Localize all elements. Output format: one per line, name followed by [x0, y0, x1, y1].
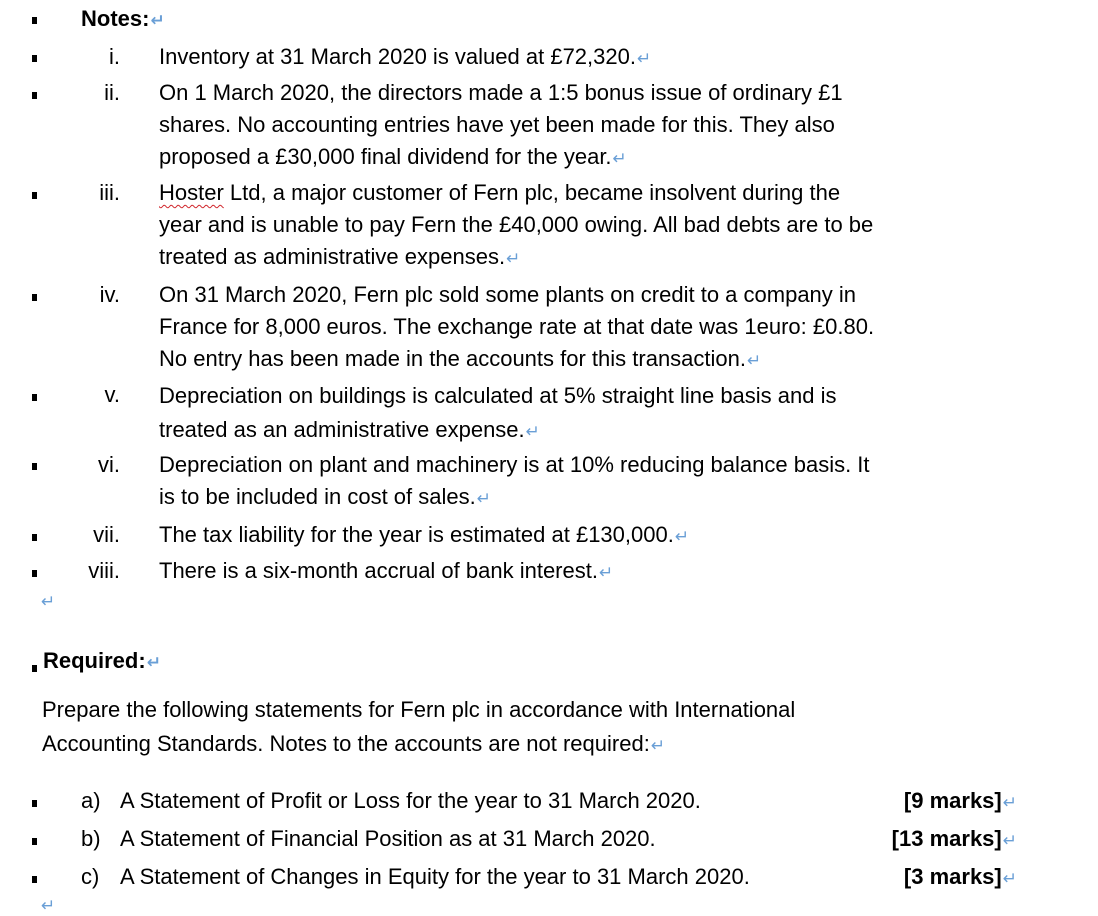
note-number: vi.: [98, 452, 120, 477]
list-bullet: [32, 394, 37, 401]
paragraph-mark-icon: ↵: [747, 351, 762, 370]
required-item-text: A Statement of Profit or Loss for the year to 31 March 2020.: [120, 788, 701, 813]
required-item-text: A Statement of Financial Position as at 31 March 2020.: [120, 826, 656, 851]
note-number: v.: [104, 382, 120, 407]
list-bullet: [32, 665, 37, 672]
paragraph-mark-icon: ↵: [598, 563, 614, 582]
notes-heading: Notes:↵: [81, 6, 165, 31]
marks-badge: [9 marks]↵: [903, 788, 1017, 813]
paragraph-mark-icon: ↵: [1002, 793, 1017, 812]
marks-badge: [3 marks]↵: [903, 864, 1017, 889]
list-bullet: [32, 463, 37, 470]
note-text: There is a six-month accrual of bank interest.↵: [159, 558, 614, 583]
note-text: Depreciation on plant and machinery is at 10% reducing balance basis. It is to be included in cost of sales.↵: [159, 452, 870, 509]
list-bullet: [32, 534, 37, 541]
paragraph-mark-icon: ↵: [612, 149, 627, 168]
note-number: vii.: [93, 522, 120, 547]
paragraph-mark-icon: ↵: [41, 592, 56, 611]
paragraph-mark-icon: ↵: [674, 527, 690, 546]
list-bullet: [32, 800, 37, 807]
list-bullet: [32, 55, 37, 62]
note-number: iii.: [99, 180, 120, 205]
list-bullet: [32, 192, 37, 199]
paragraph-mark-icon: ↵: [650, 736, 666, 755]
paragraph-mark-icon: ↵: [41, 896, 56, 915]
list-bullet: [32, 92, 37, 99]
note-text: On 31 March 2020, Fern plc sold some plants on credit to a company in France for 8,000 euros. The exchange rate at that date was 1euro: £0.80. No entry has been made in the accounts for this transaction.↵: [159, 282, 875, 371]
list-bullet: [32, 294, 37, 301]
paragraph-mark-icon: ↵: [525, 422, 540, 441]
required-intro: Prepare the following statements for Fern plc in accordance with International Accounting Standards. Notes to the accounts are not required:↵: [42, 697, 796, 756]
note-text: The tax liability for the year is estimated at £130,000.↵: [159, 522, 690, 547]
required-heading: Required:↵: [43, 648, 161, 673]
marks-badge: [13 marks]↵: [891, 826, 1017, 851]
note-text: Inventory at 31 March 2020 is valued at £72,320.↵: [159, 44, 652, 69]
item-label: b): [81, 826, 101, 851]
paragraph-mark-icon: ↵: [636, 49, 652, 68]
paragraph-mark-icon: ↵: [146, 653, 161, 672]
note-text: Hoster Ltd, a major customer of Fern plc, became insolvent during the year and is unable to pay Fern the £40,000 owing. All bad debts are to be treated as administrative expenses.↵: [159, 180, 874, 269]
list-bullet: [32, 570, 37, 577]
note-number: iv.: [99, 282, 120, 307]
required-item-text: A Statement of Changes in Equity for the year to 31 March 2020.: [120, 864, 750, 889]
paragraph-mark-icon: ↵: [150, 11, 165, 30]
list-bullet: [32, 876, 37, 883]
paragraph-mark-icon: ↵: [1002, 831, 1017, 850]
paragraph-mark-icon: ↵: [1002, 869, 1017, 888]
paragraph-mark-icon: ↵: [506, 249, 521, 268]
spellcheck-word: Hoster: [159, 180, 224, 205]
item-label: c): [81, 864, 100, 889]
list-bullet: [32, 838, 37, 845]
note-number: i.: [109, 44, 120, 69]
item-label: a): [81, 788, 101, 813]
paragraph-mark-icon: ↵: [476, 489, 491, 508]
note-number: ii.: [104, 80, 120, 105]
note-text: On 1 March 2020, the directors made a 1:5 bonus issue of ordinary £1 shares. No accounting entries have yet been made for this. They also proposed a £30,000 final dividend for the year.↵: [159, 80, 843, 169]
list-bullet: [32, 17, 37, 24]
note-number: viii.: [88, 558, 120, 583]
note-text: Depreciation on buildings is calculated at 5% straight line basis and is treated as an administrative expense.↵: [159, 383, 837, 442]
